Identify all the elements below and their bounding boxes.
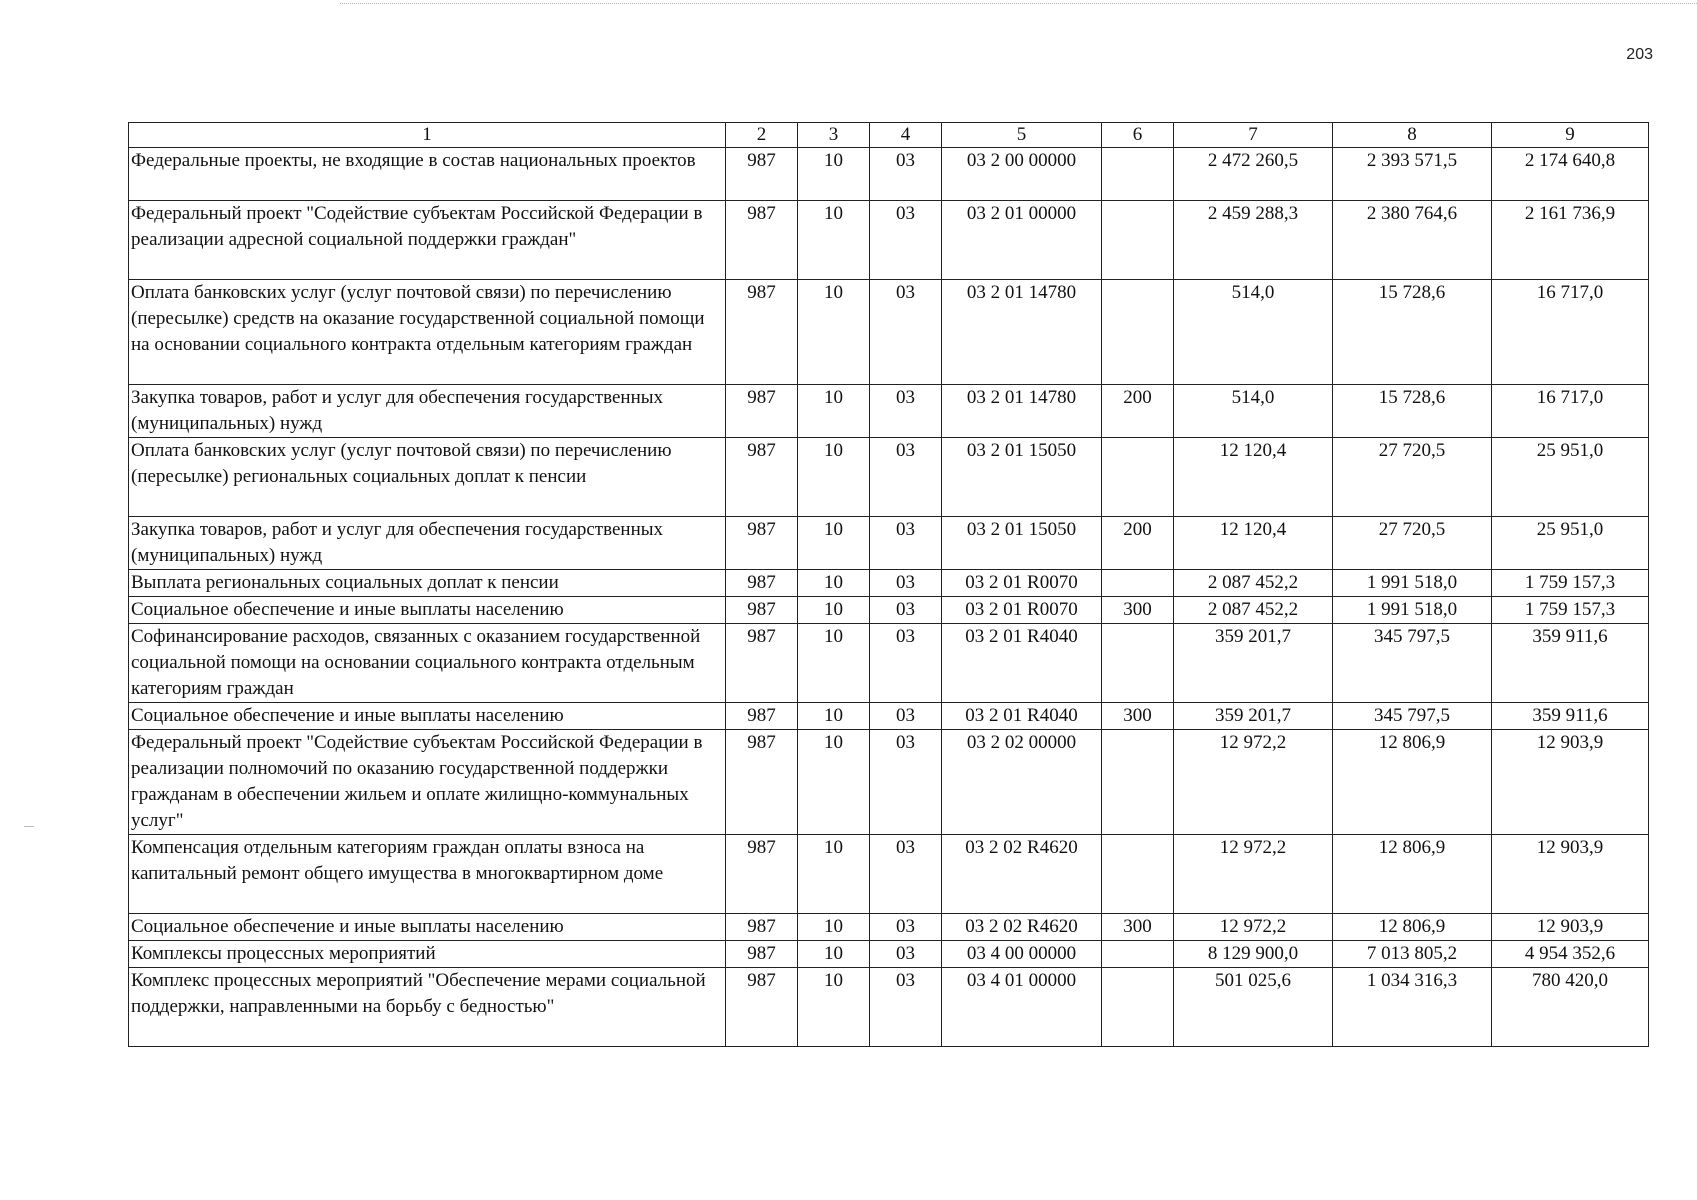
cell-amount-year1: 12 972,2 <box>1174 914 1333 941</box>
cell-section: 10 <box>798 730 870 835</box>
cell-subsection: 03 <box>870 597 942 624</box>
cell-amount-year3: 16 717,0 <box>1492 385 1649 438</box>
cell-subsection: 03 <box>870 148 942 201</box>
cell-amount-year3: 2 174 640,8 <box>1492 148 1649 201</box>
cell-expense-type <box>1102 624 1174 703</box>
cell-amount-year3: 16 717,0 <box>1492 280 1649 385</box>
table-row <box>129 148 1649 201</box>
cell-ministry-code: 987 <box>726 914 798 941</box>
row-description: Федеральный проект "Содействие субъектам Российской Федерации в реализации адресной социальной поддержки граждан" <box>129 201 726 280</box>
table-row <box>129 835 1649 914</box>
cell-ministry-code: 987 <box>726 968 798 1047</box>
cell-amount-year2: 12 806,9 <box>1333 730 1492 835</box>
cell-amount-year2: 1 991 518,0 <box>1333 597 1492 624</box>
cell-expense-type: 300 <box>1102 597 1174 624</box>
table-row <box>129 730 1649 835</box>
column-header: 7 <box>1174 123 1333 148</box>
column-header: 4 <box>870 123 942 148</box>
cell-amount-year1: 514,0 <box>1174 385 1333 438</box>
cell-target-article: 03 2 01 14780 <box>942 280 1102 385</box>
cell-target-article: 03 2 02 00000 <box>942 730 1102 835</box>
cell-subsection: 03 <box>870 438 942 517</box>
cell-target-article: 03 2 01 R0070 <box>942 570 1102 597</box>
row-description: Компенсация отдельным категориям граждан оплаты взноса на капитальный ремонт общего имущества в многоквартирном доме <box>129 835 726 914</box>
cell-subsection: 03 <box>870 624 942 703</box>
cell-section: 10 <box>798 201 870 280</box>
cell-expense-type: 300 <box>1102 914 1174 941</box>
column-header: 2 <box>726 123 798 148</box>
cell-amount-year1: 2 087 452,2 <box>1174 570 1333 597</box>
cell-section: 10 <box>798 835 870 914</box>
cell-target-article: 03 2 00 00000 <box>942 148 1102 201</box>
cell-amount-year2: 2 393 571,5 <box>1333 148 1492 201</box>
cell-amount-year3: 12 903,9 <box>1492 835 1649 914</box>
budget-table <box>128 122 1649 1047</box>
cell-expense-type: 200 <box>1102 385 1174 438</box>
row-description: Оплата банковских услуг (услуг почтовой связи) по перечислению (пересылке) средств на оказание государственной социальной помощи на основании социального контракта отдельным категориям граждан <box>129 280 726 385</box>
cell-subsection: 03 <box>870 201 942 280</box>
row-description: Софинансирование расходов, связанных с оказанием государственной социальной помощи на основании социального контракта отдельным категориям граждан <box>129 624 726 703</box>
cell-amount-year3: 25 951,0 <box>1492 517 1649 570</box>
table-row <box>129 385 1649 438</box>
cell-subsection: 03 <box>870 570 942 597</box>
column-header: 8 <box>1333 123 1492 148</box>
cell-ministry-code: 987 <box>726 703 798 730</box>
cell-amount-year1: 501 025,6 <box>1174 968 1333 1047</box>
cell-amount-year1: 514,0 <box>1174 280 1333 385</box>
cell-amount-year2: 12 806,9 <box>1333 914 1492 941</box>
cell-amount-year1: 12 972,2 <box>1174 730 1333 835</box>
cell-amount-year2: 12 806,9 <box>1333 835 1492 914</box>
cell-subsection: 03 <box>870 730 942 835</box>
cell-ministry-code: 987 <box>726 517 798 570</box>
table-row <box>129 941 1649 968</box>
cell-target-article: 03 2 02 R4620 <box>942 835 1102 914</box>
cell-amount-year3: 1 759 157,3 <box>1492 570 1649 597</box>
cell-ministry-code: 987 <box>726 597 798 624</box>
cell-amount-year1: 2 459 288,3 <box>1174 201 1333 280</box>
cell-ministry-code: 987 <box>726 385 798 438</box>
cell-expense-type <box>1102 730 1174 835</box>
cell-amount-year2: 27 720,5 <box>1333 517 1492 570</box>
cell-subsection: 03 <box>870 835 942 914</box>
cell-section: 10 <box>798 385 870 438</box>
scan-top-edge <box>340 3 1697 4</box>
row-description: Комплекс процессных мероприятий "Обеспечение мерами социальной поддержки, направленными на борьбу с бедностью" <box>129 968 726 1047</box>
cell-expense-type <box>1102 438 1174 517</box>
table-row <box>129 438 1649 517</box>
cell-amount-year3: 25 951,0 <box>1492 438 1649 517</box>
table-row <box>129 517 1649 570</box>
row-description: Социальное обеспечение и иные выплаты населению <box>129 703 726 730</box>
cell-expense-type <box>1102 280 1174 385</box>
cell-amount-year1: 12 120,4 <box>1174 517 1333 570</box>
cell-target-article: 03 2 01 14780 <box>942 385 1102 438</box>
cell-ministry-code: 987 <box>726 624 798 703</box>
cell-amount-year3: 780 420,0 <box>1492 968 1649 1047</box>
cell-section: 10 <box>798 914 870 941</box>
cell-section: 10 <box>798 941 870 968</box>
cell-amount-year3: 359 911,6 <box>1492 624 1649 703</box>
row-description: Комплексы процессных мероприятий <box>129 941 726 968</box>
table-row <box>129 570 1649 597</box>
cell-section: 10 <box>798 624 870 703</box>
cell-ministry-code: 987 <box>726 835 798 914</box>
cell-section: 10 <box>798 703 870 730</box>
cell-ministry-code: 987 <box>726 280 798 385</box>
cell-subsection: 03 <box>870 968 942 1047</box>
row-description: Социальное обеспечение и иные выплаты населению <box>129 597 726 624</box>
cell-amount-year2: 2 380 764,6 <box>1333 201 1492 280</box>
cell-amount-year2: 15 728,6 <box>1333 280 1492 385</box>
cell-target-article: 03 2 01 R4040 <box>942 703 1102 730</box>
cell-amount-year1: 12 972,2 <box>1174 835 1333 914</box>
cell-expense-type <box>1102 148 1174 201</box>
cell-target-article: 03 2 01 00000 <box>942 201 1102 280</box>
cell-target-article: 03 2 01 R0070 <box>942 597 1102 624</box>
cell-amount-year2: 345 797,5 <box>1333 624 1492 703</box>
cell-section: 10 <box>798 438 870 517</box>
cell-amount-year3: 12 903,9 <box>1492 914 1649 941</box>
cell-section: 10 <box>798 280 870 385</box>
cell-amount-year2: 15 728,6 <box>1333 385 1492 438</box>
cell-target-article: 03 4 01 00000 <box>942 968 1102 1047</box>
page-number: 203 <box>1626 46 1653 63</box>
cell-amount-year2: 27 720,5 <box>1333 438 1492 517</box>
cell-target-article: 03 4 00 00000 <box>942 941 1102 968</box>
cell-expense-type <box>1102 941 1174 968</box>
cell-ministry-code: 987 <box>726 438 798 517</box>
table-row <box>129 597 1649 624</box>
cell-amount-year3: 1 759 157,3 <box>1492 597 1649 624</box>
cell-amount-year2: 1 991 518,0 <box>1333 570 1492 597</box>
cell-expense-type <box>1102 201 1174 280</box>
cell-subsection: 03 <box>870 517 942 570</box>
cell-section: 10 <box>798 597 870 624</box>
cell-target-article: 03 2 01 15050 <box>942 517 1102 570</box>
cell-amount-year2: 345 797,5 <box>1333 703 1492 730</box>
row-description: Оплата банковских услуг (услуг почтовой связи) по перечислению (пересылке) региональных социальных доплат к пенсии <box>129 438 726 517</box>
cell-amount-year3: 4 954 352,6 <box>1492 941 1649 968</box>
cell-ministry-code: 987 <box>726 201 798 280</box>
table-row <box>129 914 1649 941</box>
cell-subsection: 03 <box>870 280 942 385</box>
cell-section: 10 <box>798 968 870 1047</box>
cell-subsection: 03 <box>870 385 942 438</box>
cell-section: 10 <box>798 148 870 201</box>
cell-target-article: 03 2 01 15050 <box>942 438 1102 517</box>
cell-section: 10 <box>798 517 870 570</box>
row-description: Закупка товаров, работ и услуг для обеспечения государственных (муниципальных) нужд <box>129 517 726 570</box>
cell-amount-year3: 12 903,9 <box>1492 730 1649 835</box>
row-description: Социальное обеспечение и иные выплаты населению <box>129 914 726 941</box>
cell-amount-year1: 2 087 452,2 <box>1174 597 1333 624</box>
cell-expense-type <box>1102 570 1174 597</box>
cell-subsection: 03 <box>870 703 942 730</box>
cell-subsection: 03 <box>870 914 942 941</box>
column-header: 5 <box>942 123 1102 148</box>
row-description: Выплата региональных социальных доплат к пенсии <box>129 570 726 597</box>
table-row <box>129 624 1649 703</box>
cell-subsection: 03 <box>870 941 942 968</box>
cell-amount-year1: 359 201,7 <box>1174 624 1333 703</box>
cell-amount-year2: 1 034 316,3 <box>1333 968 1492 1047</box>
row-description: Закупка товаров, работ и услуг для обеспечения государственных (муниципальных) нужд <box>129 385 726 438</box>
table-row <box>129 703 1649 730</box>
cell-target-article: 03 2 01 R4040 <box>942 624 1102 703</box>
cell-expense-type: 200 <box>1102 517 1174 570</box>
table-row <box>129 280 1649 385</box>
row-description: Федеральные проекты, не входящие в состав национальных проектов <box>129 148 726 201</box>
table-row <box>129 201 1649 280</box>
table-row <box>129 968 1649 1047</box>
row-description: Федеральный проект "Содействие субъектам Российской Федерации в реализации полномочий по оказанию государственной поддержки гражданам в обеспечении жильем и оплате жилищно-коммунальных услуг" <box>129 730 726 835</box>
column-header: 1 <box>129 123 726 148</box>
scan-margin-mark <box>24 826 34 827</box>
cell-ministry-code: 987 <box>726 148 798 201</box>
cell-amount-year1: 359 201,7 <box>1174 703 1333 730</box>
cell-amount-year3: 2 161 736,9 <box>1492 201 1649 280</box>
cell-expense-type: 300 <box>1102 703 1174 730</box>
column-header: 3 <box>798 123 870 148</box>
cell-expense-type <box>1102 968 1174 1047</box>
cell-target-article: 03 2 02 R4620 <box>942 914 1102 941</box>
cell-amount-year2: 7 013 805,2 <box>1333 941 1492 968</box>
cell-expense-type <box>1102 835 1174 914</box>
header-row <box>129 123 1649 148</box>
cell-section: 10 <box>798 570 870 597</box>
cell-amount-year1: 2 472 260,5 <box>1174 148 1333 201</box>
cell-ministry-code: 987 <box>726 941 798 968</box>
cell-ministry-code: 987 <box>726 730 798 835</box>
column-header: 9 <box>1492 123 1649 148</box>
column-header: 6 <box>1102 123 1174 148</box>
cell-ministry-code: 987 <box>726 570 798 597</box>
cell-amount-year1: 8 129 900,0 <box>1174 941 1333 968</box>
cell-amount-year3: 359 911,6 <box>1492 703 1649 730</box>
cell-amount-year1: 12 120,4 <box>1174 438 1333 517</box>
